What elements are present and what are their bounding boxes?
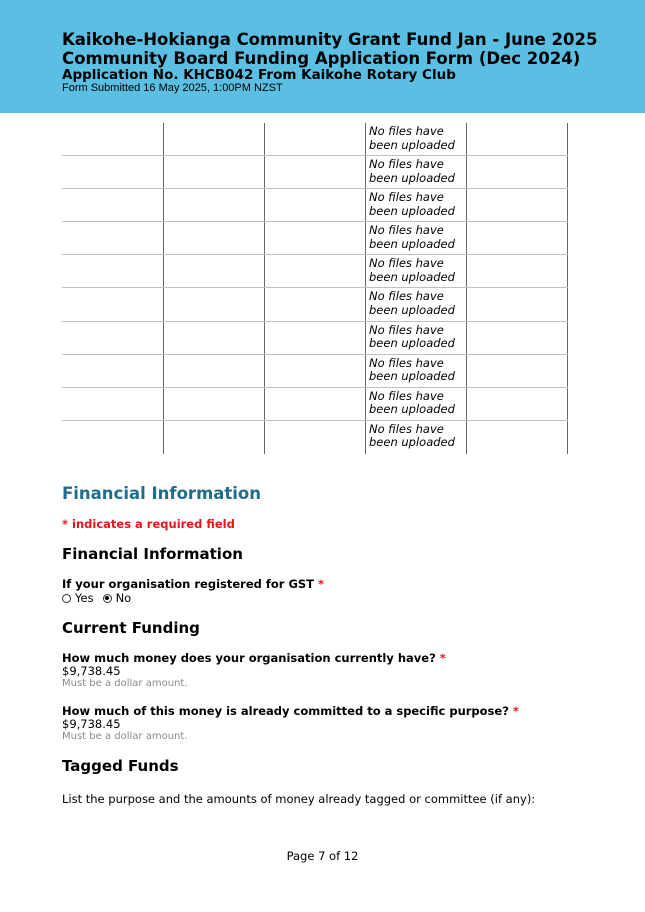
page-number: Page 7 of 12 [286,849,359,863]
money-have-value: $9,738.45 [62,664,121,678]
table-row [62,288,568,321]
gst-question-text: If your organisation registered for GST [62,577,315,591]
application-number: Application No. KHCB042 From Kaikohe Rotary Club [62,67,456,83]
money-have-question [62,651,446,665]
table-row [62,322,568,355]
table-row [62,189,568,222]
required-asterisk: * [439,651,446,665]
table-row [62,388,568,421]
required-asterisk: * [512,704,519,718]
upload-status: No files have been uploaded [369,388,455,417]
gst-no-radio[interactable] [103,594,112,603]
table-row [62,355,568,388]
upload-status: No files have been uploaded [369,256,455,284]
money-have-question-text: How much money does your organisation currently have? [62,651,436,665]
upload-status: No files have been uploaded [369,157,455,185]
upload-status: No files have been uploaded [369,421,455,450]
form-title-line1: Kaikohe-Hokianga Community Grant Fund Jan - June 2025 [62,30,598,49]
gst-yes-label: Yes [75,591,94,605]
gst-no-label: No [115,591,132,605]
form-title-line2: Community Board Funding Application Form (Dec 2024) [62,49,581,68]
upload-status: No files have been uploaded [369,355,455,384]
section-title-financial: Financial Information [62,484,262,503]
table-row [62,156,568,189]
money-committed-question [62,704,519,718]
table-row [62,222,568,255]
gst-radio-group [62,591,140,605]
upload-status: No files have been uploaded [369,289,455,317]
money-committed-value: $9,738.45 [62,717,121,731]
money-committed-question-text: How much of this money is already committed to a specific purpose? [62,704,509,718]
required-field-note: * indicates a required field [62,517,235,531]
table-row [62,421,568,454]
tagged-funds-instruction: List the purpose and the amounts of money already tagged or committee (if any): [62,792,536,806]
upload-status: No files have been uploaded [369,190,455,218]
required-asterisk: * [318,577,325,591]
money-committed-hint: Must be a dollar amount. [62,731,188,742]
submission-timestamp: Form Submitted 16 May 2025, 1:00PM NZST [62,82,283,94]
form-header [0,0,645,113]
attachments-table [62,123,568,454]
gst-yes-radio[interactable] [62,594,71,603]
table-row [62,255,568,288]
subsection-title-tagged-funds: Tagged Funds [62,757,179,775]
table-row [62,123,568,156]
gst-question-label [62,577,324,591]
upload-status: No files have been uploaded [369,322,455,351]
subsection-title-current-funding: Current Funding [62,619,200,637]
subsection-title-financial: Financial Information [62,545,243,563]
upload-status: No files have been uploaded [369,124,455,152]
money-have-hint: Must be a dollar amount. [62,678,188,689]
upload-status: No files have been uploaded [369,223,455,251]
